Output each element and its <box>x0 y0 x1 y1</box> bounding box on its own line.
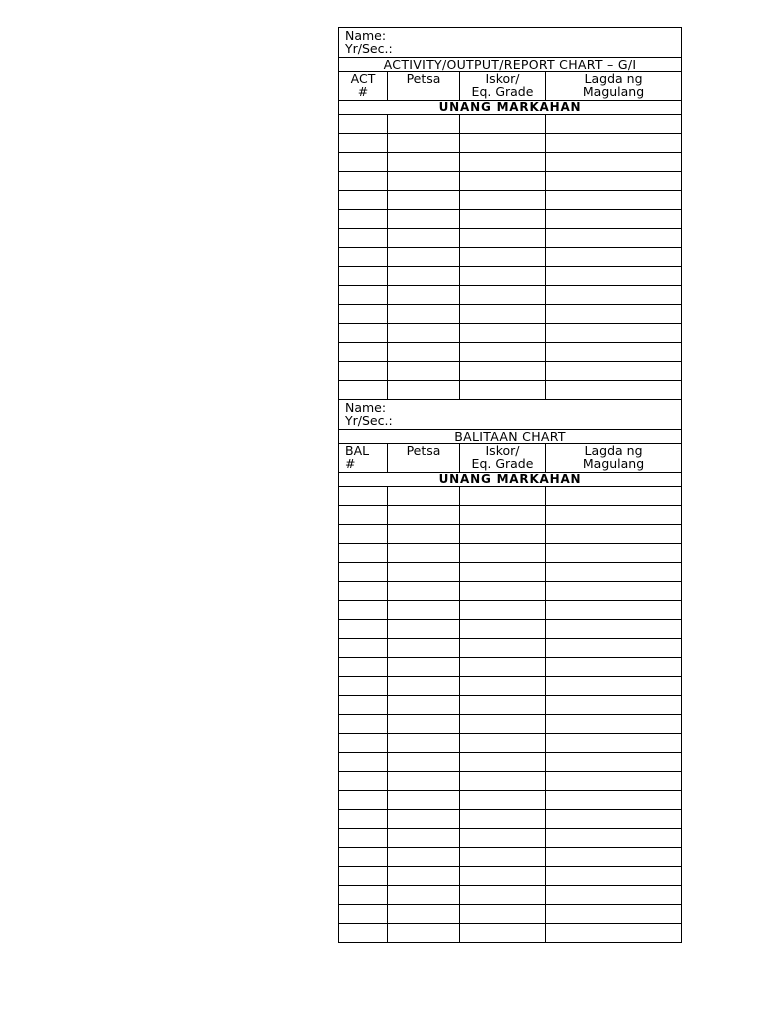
table-row <box>339 734 682 753</box>
blank-cell <box>546 829 682 848</box>
table-row <box>339 324 682 343</box>
blank-cell <box>546 886 682 905</box>
blank-cell <box>339 229 388 248</box>
column-header-act: ACT # <box>339 72 388 101</box>
blank-cell <box>339 810 388 829</box>
yrsec-label: Yr/Sec.: <box>345 413 393 428</box>
blank-cell <box>546 248 682 267</box>
table-row <box>339 753 682 772</box>
table-row <box>339 905 682 924</box>
blank-cell <box>460 924 546 943</box>
blank-cell <box>460 267 546 286</box>
table-row <box>339 791 682 810</box>
table-row <box>339 829 682 848</box>
blank-cell <box>546 677 682 696</box>
blank-cell <box>546 544 682 563</box>
chart-title: BALITAAN CHART <box>339 430 682 444</box>
blank-cell <box>388 696 460 715</box>
activity-chart-table <box>338 27 682 400</box>
blank-cell <box>339 658 388 677</box>
balitaan-chart-table <box>338 399 682 943</box>
blank-cell <box>339 715 388 734</box>
chart2-rows <box>339 487 682 943</box>
table-row <box>339 715 682 734</box>
blank-cell <box>388 506 460 525</box>
blank-cell <box>546 867 682 886</box>
blank-cell <box>339 829 388 848</box>
blank-cell <box>388 620 460 639</box>
blank-cell <box>460 658 546 677</box>
section-header: UNANG MARKAHAN <box>339 473 682 487</box>
yrsec-label: Yr/Sec.: <box>345 41 393 56</box>
blank-cell <box>388 582 460 601</box>
student-info-cell <box>339 28 682 58</box>
blank-cell <box>460 487 546 506</box>
student-info-cell <box>339 400 682 430</box>
blank-cell <box>546 715 682 734</box>
table-row <box>339 886 682 905</box>
column-header-lagda: Lagda ng Magulang <box>546 444 682 473</box>
blank-cell <box>546 210 682 229</box>
blank-cell <box>460 829 546 848</box>
blank-cell <box>460 525 546 544</box>
blank-cell <box>339 753 388 772</box>
blank-cell <box>546 305 682 324</box>
blank-cell <box>388 772 460 791</box>
table-row <box>339 810 682 829</box>
blank-cell <box>460 191 546 210</box>
blank-cell <box>339 867 388 886</box>
blank-cell <box>339 134 388 153</box>
blank-cell <box>546 153 682 172</box>
blank-cell <box>339 848 388 867</box>
blank-cell <box>546 506 682 525</box>
chart1-rows <box>339 115 682 400</box>
table-row <box>339 620 682 639</box>
name-label: Name: <box>345 400 387 415</box>
table-row <box>339 115 682 134</box>
blank-cell <box>460 715 546 734</box>
blank-cell <box>388 248 460 267</box>
blank-cell <box>388 905 460 924</box>
blank-cell <box>388 343 460 362</box>
blank-cell <box>339 115 388 134</box>
blank-cell <box>460 248 546 267</box>
table-row <box>339 153 682 172</box>
column-header-bal: BAL # <box>339 444 388 473</box>
table-row <box>339 658 682 677</box>
table-row <box>339 601 682 620</box>
blank-cell <box>460 324 546 343</box>
blank-cell <box>339 248 388 267</box>
blank-cell <box>388 829 460 848</box>
blank-cell <box>339 734 388 753</box>
blank-cell <box>460 582 546 601</box>
table-row <box>339 343 682 362</box>
blank-cell <box>388 362 460 381</box>
blank-cell <box>339 305 388 324</box>
table-row <box>339 362 682 381</box>
blank-cell <box>339 639 388 658</box>
table-row <box>339 267 682 286</box>
table-row <box>339 191 682 210</box>
blank-cell <box>546 563 682 582</box>
blank-cell <box>546 191 682 210</box>
blank-cell <box>460 506 546 525</box>
blank-cell <box>460 601 546 620</box>
blank-cell <box>460 563 546 582</box>
blank-cell <box>388 867 460 886</box>
blank-cell <box>339 525 388 544</box>
blank-cell <box>339 506 388 525</box>
blank-cell <box>339 905 388 924</box>
blank-cell <box>546 487 682 506</box>
blank-cell <box>546 924 682 943</box>
blank-cell <box>460 381 546 400</box>
blank-cell <box>388 924 460 943</box>
blank-cell <box>460 172 546 191</box>
column-header-iskor: Iskor/ Eq. Grade <box>460 444 546 473</box>
blank-cell <box>460 639 546 658</box>
blank-cell <box>460 620 546 639</box>
blank-cell <box>388 563 460 582</box>
blank-cell <box>546 734 682 753</box>
blank-cell <box>546 848 682 867</box>
blank-cell <box>388 286 460 305</box>
blank-cell <box>546 810 682 829</box>
blank-cell <box>388 191 460 210</box>
blank-cell <box>388 715 460 734</box>
blank-cell <box>460 810 546 829</box>
blank-cell <box>460 696 546 715</box>
blank-cell <box>388 658 460 677</box>
table-row <box>339 696 682 715</box>
blank-cell <box>388 525 460 544</box>
blank-cell <box>460 886 546 905</box>
blank-cell <box>460 115 546 134</box>
blank-cell <box>460 772 546 791</box>
blank-cell <box>546 381 682 400</box>
blank-cell <box>388 381 460 400</box>
blank-cell <box>460 153 546 172</box>
blank-cell <box>388 639 460 658</box>
blank-cell <box>339 487 388 506</box>
blank-cell <box>388 848 460 867</box>
blank-cell <box>388 324 460 343</box>
blank-cell <box>460 210 546 229</box>
table-row <box>339 381 682 400</box>
blank-cell <box>388 544 460 563</box>
blank-cell <box>460 677 546 696</box>
column-header-lagda: Lagda ng Magulang <box>546 72 682 101</box>
blank-cell <box>460 286 546 305</box>
blank-cell <box>339 544 388 563</box>
table-row <box>339 172 682 191</box>
blank-cell <box>339 696 388 715</box>
table-row <box>339 210 682 229</box>
blank-cell <box>388 734 460 753</box>
blank-cell <box>388 267 460 286</box>
table-row <box>339 229 682 248</box>
blank-cell <box>546 601 682 620</box>
blank-cell <box>388 134 460 153</box>
blank-cell <box>460 905 546 924</box>
blank-cell <box>460 362 546 381</box>
blank-cell <box>460 134 546 153</box>
blank-cell <box>546 791 682 810</box>
blank-cell <box>460 305 546 324</box>
blank-cell <box>388 810 460 829</box>
blank-cell <box>388 229 460 248</box>
table-row <box>339 305 682 324</box>
blank-cell <box>339 172 388 191</box>
blank-cell <box>339 191 388 210</box>
blank-cell <box>546 172 682 191</box>
blank-cell <box>339 343 388 362</box>
column-header-petsa: Petsa <box>388 72 460 101</box>
blank-cell <box>546 696 682 715</box>
table-row <box>339 544 682 563</box>
table-row <box>339 924 682 943</box>
blank-cell <box>339 563 388 582</box>
section-header: UNANG MARKAHAN <box>339 101 682 115</box>
blank-cell <box>460 229 546 248</box>
table-row <box>339 487 682 506</box>
blank-cell <box>460 544 546 563</box>
table-row <box>339 639 682 658</box>
blank-cell <box>339 677 388 696</box>
blank-cell <box>460 343 546 362</box>
chart-title: ACTIVITY/OUTPUT/REPORT CHART – G/I <box>339 58 682 72</box>
blank-cell <box>339 620 388 639</box>
blank-cell <box>546 753 682 772</box>
blank-cell <box>460 848 546 867</box>
table-row <box>339 525 682 544</box>
column-header-iskor: Iskor/ Eq. Grade <box>460 72 546 101</box>
blank-cell <box>388 791 460 810</box>
blank-cell <box>546 229 682 248</box>
table-row <box>339 248 682 267</box>
blank-cell <box>546 362 682 381</box>
blank-cell <box>460 867 546 886</box>
name-label: Name: <box>345 28 387 43</box>
blank-cell <box>546 639 682 658</box>
blank-cell <box>339 601 388 620</box>
blank-cell <box>546 343 682 362</box>
column-header-petsa: Petsa <box>388 444 460 473</box>
blank-cell <box>339 772 388 791</box>
blank-cell <box>388 601 460 620</box>
blank-cell <box>388 153 460 172</box>
blank-cell <box>546 324 682 343</box>
blank-cell <box>339 267 388 286</box>
table-row <box>339 848 682 867</box>
blank-cell <box>546 620 682 639</box>
blank-cell <box>546 267 682 286</box>
blank-cell <box>388 886 460 905</box>
table-row <box>339 506 682 525</box>
blank-cell <box>388 753 460 772</box>
blank-cell <box>460 734 546 753</box>
blank-cell <box>460 753 546 772</box>
table-row <box>339 677 682 696</box>
blank-cell <box>339 791 388 810</box>
blank-cell <box>388 172 460 191</box>
table-row <box>339 582 682 601</box>
blank-cell <box>546 658 682 677</box>
blank-cell <box>339 362 388 381</box>
blank-cell <box>339 886 388 905</box>
table-row <box>339 867 682 886</box>
blank-cell <box>388 210 460 229</box>
blank-cell <box>546 115 682 134</box>
blank-cell <box>339 286 388 305</box>
blank-cell <box>339 381 388 400</box>
blank-cell <box>339 210 388 229</box>
table-row <box>339 772 682 791</box>
blank-cell <box>388 305 460 324</box>
report-sheet <box>338 27 681 943</box>
table-row <box>339 563 682 582</box>
blank-cell <box>339 924 388 943</box>
blank-cell <box>339 324 388 343</box>
blank-cell <box>388 487 460 506</box>
blank-cell <box>546 134 682 153</box>
blank-cell <box>388 677 460 696</box>
blank-cell <box>339 153 388 172</box>
blank-cell <box>546 286 682 305</box>
blank-cell <box>388 115 460 134</box>
blank-cell <box>546 525 682 544</box>
table-row <box>339 286 682 305</box>
table-row <box>339 134 682 153</box>
blank-cell <box>546 772 682 791</box>
blank-cell <box>546 582 682 601</box>
blank-cell <box>339 582 388 601</box>
blank-cell <box>460 791 546 810</box>
blank-cell <box>546 905 682 924</box>
